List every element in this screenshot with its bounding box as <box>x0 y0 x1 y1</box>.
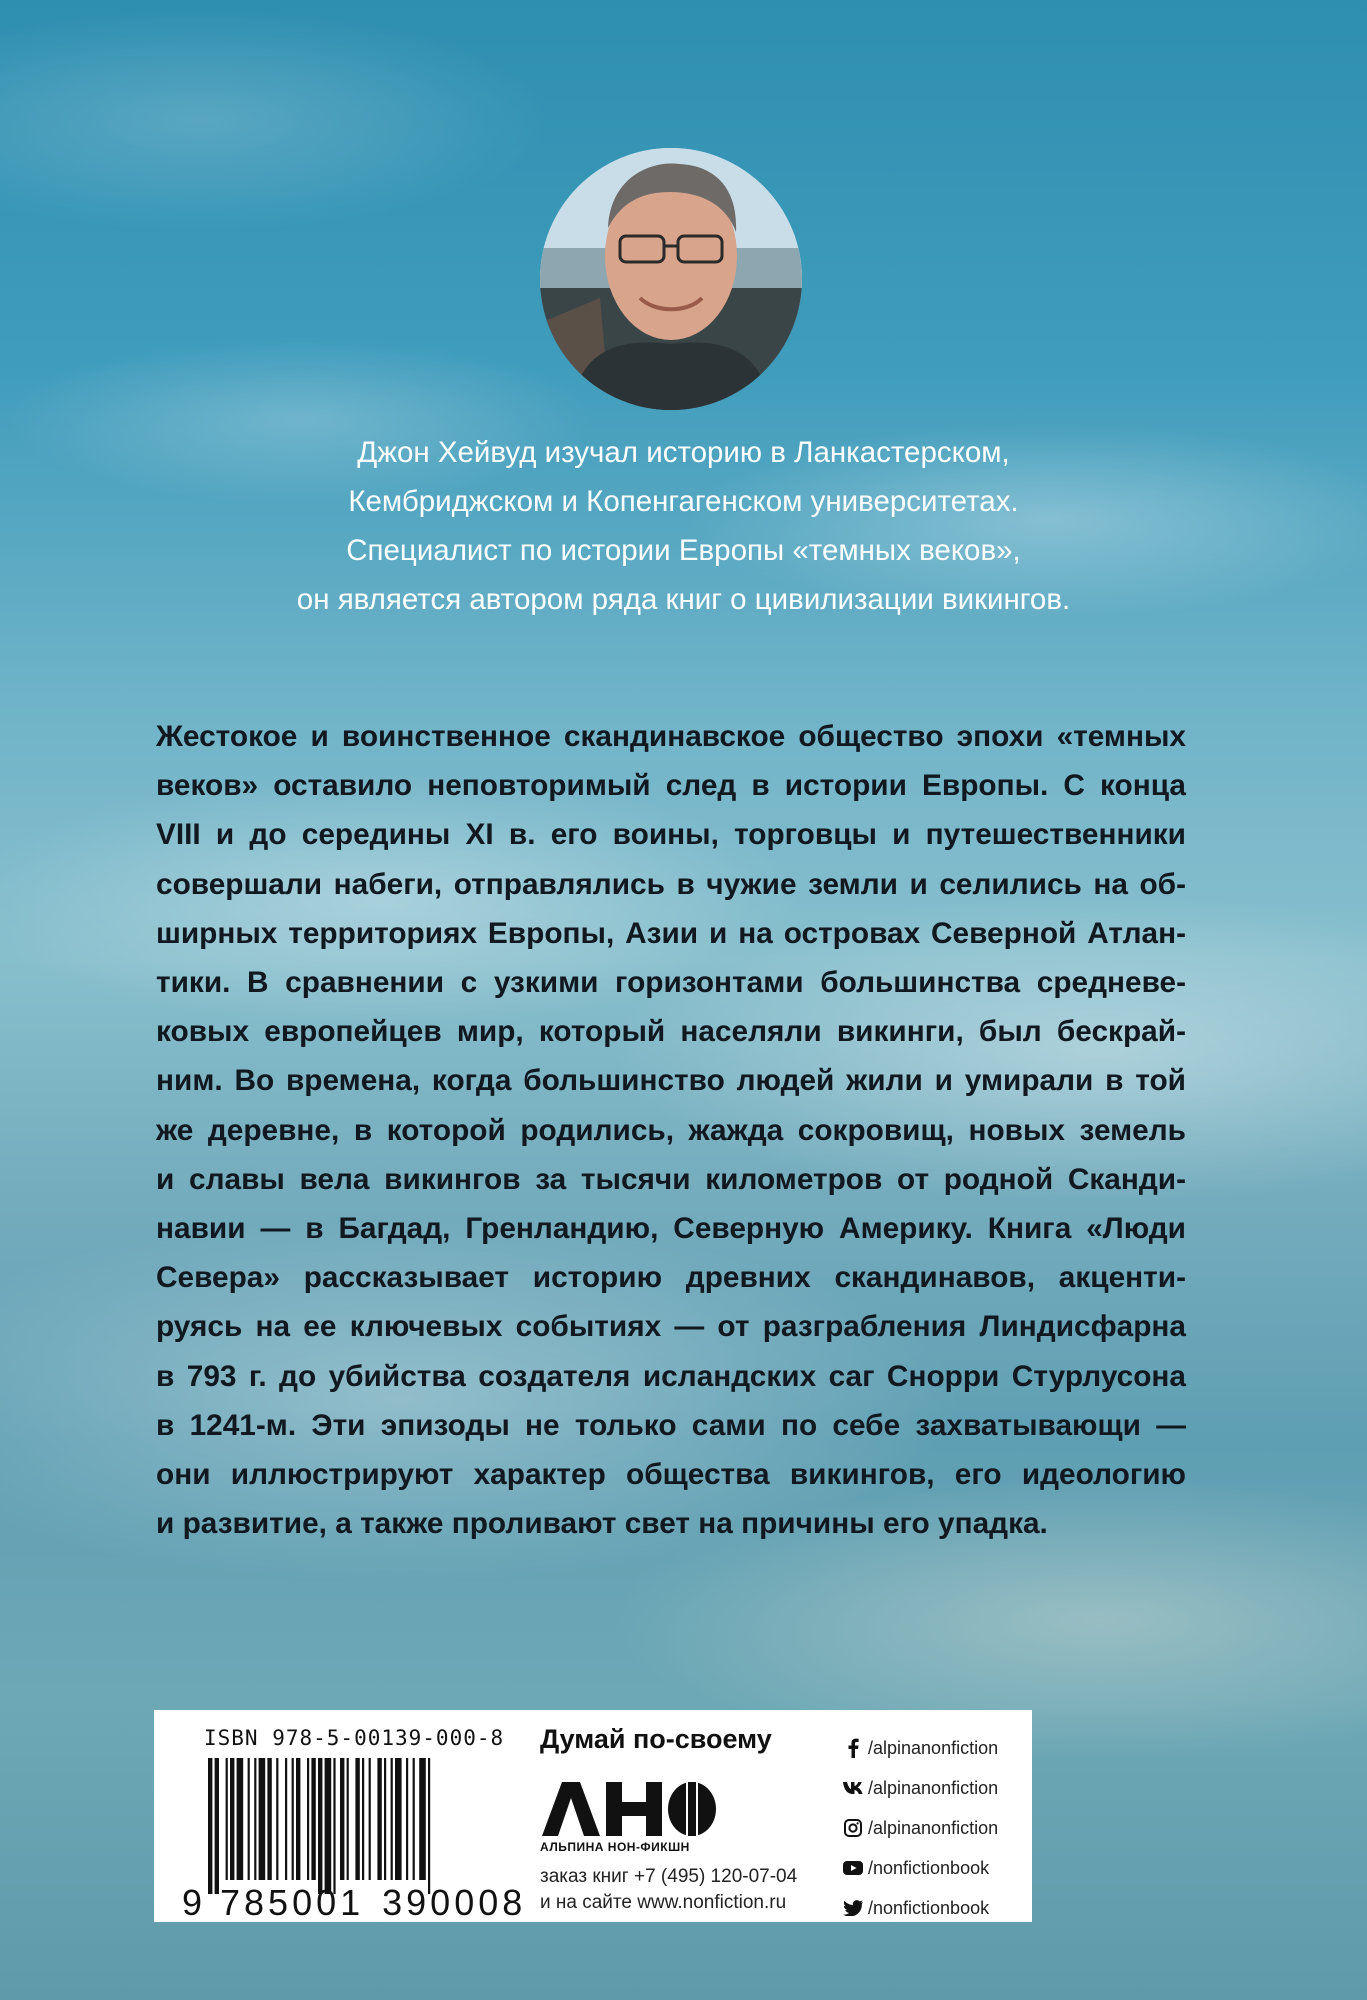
social-link-youtube[interactable] <box>842 1848 1032 1888</box>
barcode-bar <box>395 1758 402 1880</box>
description-line: тики. В сравнении с узкими горизонтами большинства средневе- <box>156 966 1186 1000</box>
publisher-slogan: Думай по-своему <box>540 1724 772 1754</box>
social-label: /nonfictionbook <box>868 1857 990 1878</box>
barcode-bar <box>355 1758 359 1880</box>
barcode-bar <box>384 1758 386 1880</box>
barcode-bar <box>362 1758 364 1880</box>
publisher-info-box <box>154 1710 1032 1922</box>
bio-line: Специалист по истории Европы «темных веков», <box>346 534 1021 567</box>
publisher-name: АЛЬПИНА НОН-ФИКШН <box>540 1840 690 1854</box>
social-link-twitter[interactable] <box>842 1888 1032 1928</box>
barcode-bar <box>413 1758 415 1880</box>
barcode-bar <box>208 1758 212 1894</box>
barcode-bar <box>226 1758 228 1880</box>
barcode-bar <box>377 1758 381 1880</box>
description-line: в 1241-м. Эти эпизоды не только сами по себе захватывающи — <box>156 1408 1186 1442</box>
social-label: /alpinanonfiction <box>868 1777 999 1798</box>
social-label: /alpinanonfiction <box>868 1737 999 1758</box>
barcode-right-digits: 390008 <box>382 1882 527 1923</box>
social-link-instagram[interactable] <box>842 1808 1032 1848</box>
barcode-bar <box>285 1758 287 1880</box>
description-line: ширных территориях Европы, Азии и на островах Северной Атлан- <box>156 916 1186 950</box>
barcode-bar <box>347 1758 349 1880</box>
description-line: совершали набеги, отправлялись в чужие земли и селились на об- <box>156 867 1186 901</box>
barcode-digits <box>182 1882 526 1924</box>
barcode-bar <box>406 1758 408 1880</box>
order-website[interactable]: и на сайте www.nonfiction.ru <box>540 1892 787 1913</box>
social-link-facebook[interactable] <box>842 1728 1032 1768</box>
barcode-bar <box>267 1758 271 1880</box>
order-phone: заказ книг +7 (495) 120-07-04 <box>540 1866 798 1887</box>
social-label: /nonfictionbook <box>868 1897 990 1918</box>
description-line: Жестокое и воинственное скандинавское общество эпохи «темных <box>156 720 1186 753</box>
barcode-bar <box>230 1758 234 1880</box>
barcode-bar <box>325 1758 332 1894</box>
barcode-bar <box>369 1758 371 1880</box>
barcode-bar <box>428 1758 430 1894</box>
barcode-bar <box>340 1758 344 1880</box>
description-line: VIII и до середины XI в. его воины, торговцы и путешественники <box>156 818 1186 852</box>
bio-line: Джон Хейвуд изучал историю в Ланкастерском, <box>357 436 1010 469</box>
author-photo <box>540 148 802 410</box>
barcode-bar <box>311 1758 315 1880</box>
book-description <box>156 712 1186 1548</box>
barcode-left-digits: 785001 <box>220 1882 365 1923</box>
barcode-bar <box>215 1758 219 1894</box>
barcode-bar <box>276 1758 278 1880</box>
barcode-bar <box>237 1758 244 1880</box>
barcode <box>204 1758 504 1894</box>
youtube-icon <box>842 1857 864 1879</box>
description-line: руясь на ее ключевых событиях — от разграбления Линдисфарна <box>156 1310 1186 1344</box>
barcode-bar <box>292 1758 294 1880</box>
bio-line: Кембриджском и Копенгагенском университетах. <box>348 485 1019 518</box>
author-bio <box>0 428 1367 624</box>
barcode-bar <box>391 1758 393 1880</box>
facebook-icon <box>842 1737 864 1759</box>
barcode-bar <box>333 1758 335 1894</box>
social-label: /alpinanonfiction <box>868 1817 999 1838</box>
description-line: навии — в Багдад, Гренландию, Северную Америку. Книга «Люди <box>156 1212 1186 1246</box>
description-line: и славы вела викингов за тысячи километров от родной Сканди- <box>156 1162 1186 1196</box>
barcode-bar <box>307 1758 309 1880</box>
description-line: же деревне, в которой родились, жажда сокровищ, новых земель <box>156 1113 1186 1147</box>
vk-icon <box>842 1777 864 1799</box>
description-line: ковых европейцев мир, который населяли викинги, был бескрай- <box>156 1015 1186 1049</box>
social-links <box>842 1728 1032 1928</box>
social-link-vk[interactable] <box>842 1768 1032 1808</box>
author-portrait <box>540 148 802 410</box>
barcode-bar <box>419 1758 426 1880</box>
barcode-first-digit: 9 <box>182 1882 203 1923</box>
description-line: ним. Во времена, когда большинство людей жили и умирали в той <box>156 1064 1186 1098</box>
barcode-bar <box>248 1758 250 1880</box>
publisher-logo <box>540 1782 718 1836</box>
description-line: они иллюстрируют характер общества викингов, его идеологию <box>156 1458 1186 1492</box>
barcode-bar <box>259 1758 266 1880</box>
bio-line: он является автором ряда книг о цивилизации викингов. <box>296 583 1071 616</box>
instagram-icon <box>842 1817 864 1839</box>
barcode-bar <box>318 1758 322 1894</box>
description-line: веков» оставило неповторимый след в истории Европы. С конца <box>156 769 1186 803</box>
twitter-icon <box>842 1897 864 1919</box>
isbn-label: ISBN 978-5-00139-000-8 <box>204 1726 505 1750</box>
description-line: Севера» рассказывает историю древних скандинавов, акценти- <box>156 1261 1186 1295</box>
barcode-bar <box>296 1758 300 1880</box>
description-line: и развитие, а также проливают свет на причины его упадка. <box>156 1507 1048 1541</box>
barcode-bar <box>254 1758 256 1880</box>
description-line: в 793 г. до убийства создателя исландских саг Снорри Стурлусона <box>156 1359 1186 1393</box>
